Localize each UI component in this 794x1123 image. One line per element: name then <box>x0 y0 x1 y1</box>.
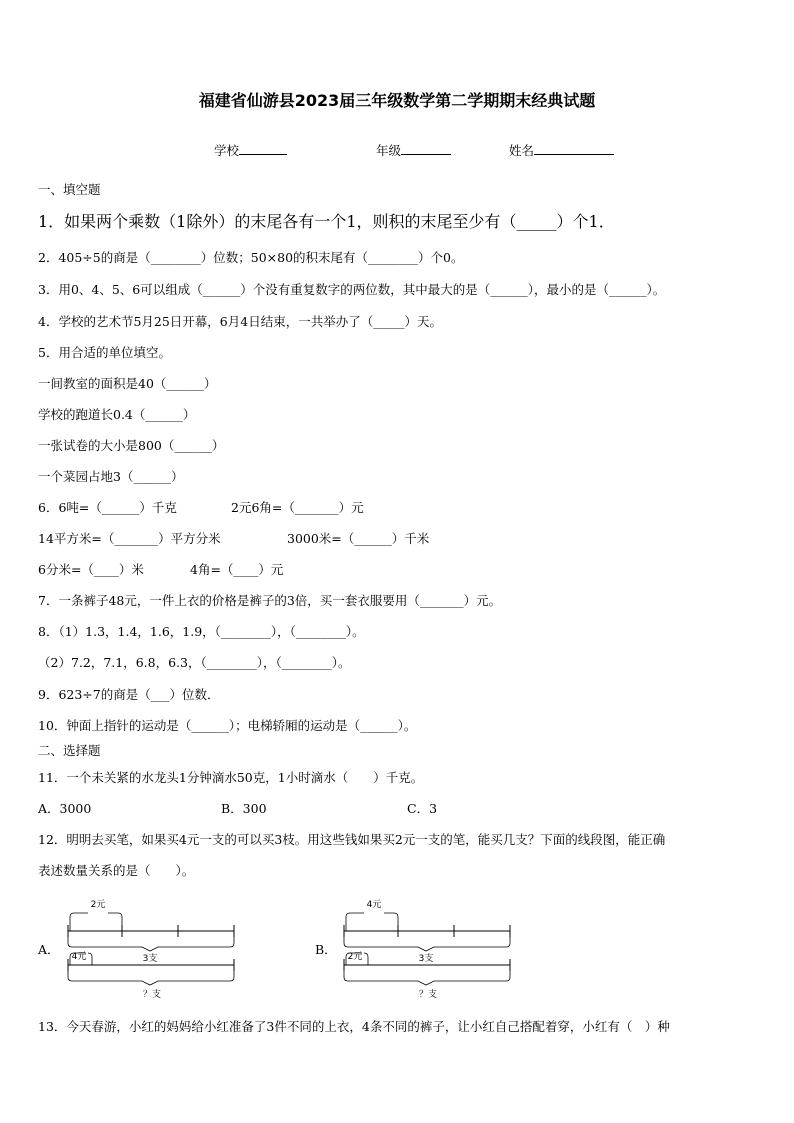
diagram-a-bottom-label: ？支 <box>142 990 162 1000</box>
question-5c: 一张试卷的大小是800（______） <box>38 438 225 453</box>
question-3: 3．用0、4、5、6可以组成（______）个没有重复数字的两位数，其中最大的是（______），最小的是（______）。 <box>38 282 666 297</box>
question-8b: （2）7.2，7.1，6.8，6.3，（________），（________）。 <box>38 655 351 670</box>
question-6c-left: 6分米=（____）米 <box>38 562 144 577</box>
option-a: A．3000 <box>38 801 92 816</box>
question-4: 4．学校的艺术节5月25日开幕，6月4日结束，一共举办了（_____）天。 <box>38 314 442 329</box>
question-6a-left: 6．6吨=（______）千克 <box>38 500 177 515</box>
diagram-a-second-label: 4元 <box>71 952 87 962</box>
question-5d: 一个菜园占地3（______） <box>38 469 184 484</box>
question-8a: 8．（1）1.3，1.4，1.6，1.9，（________），（________）。 <box>38 624 365 639</box>
question-6c-right: 4角=（____）元 <box>190 562 284 577</box>
name-field[interactable] <box>509 141 614 159</box>
question-7: 7．一条裤子48元，一件上衣的价格是裤子的3倍，买一套衣服要用（_______）元。 <box>38 593 502 608</box>
diagram-a <box>62 895 242 1003</box>
question-12-line1: 12．明明去买笔，如果买4元一支的可以买3枝。用这些钱如果买2元一支的笔，能买几支？下面的线段图，能正确 <box>38 832 666 847</box>
option-a-label: A． <box>38 942 60 957</box>
question-1: 1．如果两个乘数（1除外）的末尾各有一个1，则积的末尾至少有（_____）个1． <box>38 212 615 231</box>
grade-label: 年级 <box>376 143 402 158</box>
name-label: 姓名 <box>509 143 535 158</box>
option-b-label: B． <box>315 942 337 957</box>
school-field[interactable] <box>214 141 287 159</box>
question-11: 11．一个未关紧的水龙头1分钟滴水50克，1小时滴水（ ）千克。 <box>38 770 424 785</box>
section-fill-in: 一、填空题 <box>38 182 101 197</box>
diagram-a-top-label: 2元 <box>90 900 106 910</box>
diagram-b-second-label: 2元 <box>347 952 363 962</box>
option-b: B．300 <box>221 801 267 816</box>
question-10: 10．钟面上指针的运动是（______）；电梯轿厢的运动是（______）。 <box>38 718 417 733</box>
question-2: 2．405÷5的商是（________）位数；50×80的积末尾有（________）个0。 <box>38 250 464 265</box>
grade-field[interactable] <box>376 141 451 159</box>
question-5b: 学校的跑道长0.4（______） <box>38 407 196 422</box>
question-6b-left: 14平方米=（_______）平方分米 <box>38 531 221 546</box>
diagram-b-mid-label: 3支 <box>418 954 434 964</box>
question-5: 5．用合适的单位填空。 <box>38 345 171 360</box>
question-9: 9．623÷7的商是（___）位数． <box>38 687 220 702</box>
page-title: 福建省仙游县2023届三年级数学第二学期期末经典试题 <box>198 91 596 110</box>
diagram-b <box>338 895 518 1003</box>
section-choice: 二、选择题 <box>38 743 101 758</box>
question-6a-right: 2元6角=（_______）元 <box>231 500 364 515</box>
option-c: C．3 <box>407 801 438 816</box>
school-label: 学校 <box>214 143 240 158</box>
diagram-a-mid-label: 3支 <box>142 954 158 964</box>
question-13: 13．今天春游，小红的妈妈给小红准备了3件不同的上衣，4条不同的裤子，让小红自己搭配着穿，小红有（ ）种 <box>38 1019 670 1034</box>
diagram-b-top-label: 4元 <box>366 900 382 910</box>
diagram-b-bottom-label: ？支 <box>418 990 438 1000</box>
question-5a: 一间教室的面积是40（______） <box>38 376 217 391</box>
question-6b-right: 3000米=（______）千米 <box>287 531 430 546</box>
question-12-line2: 表述数量关系的是（ ）。 <box>38 863 195 878</box>
